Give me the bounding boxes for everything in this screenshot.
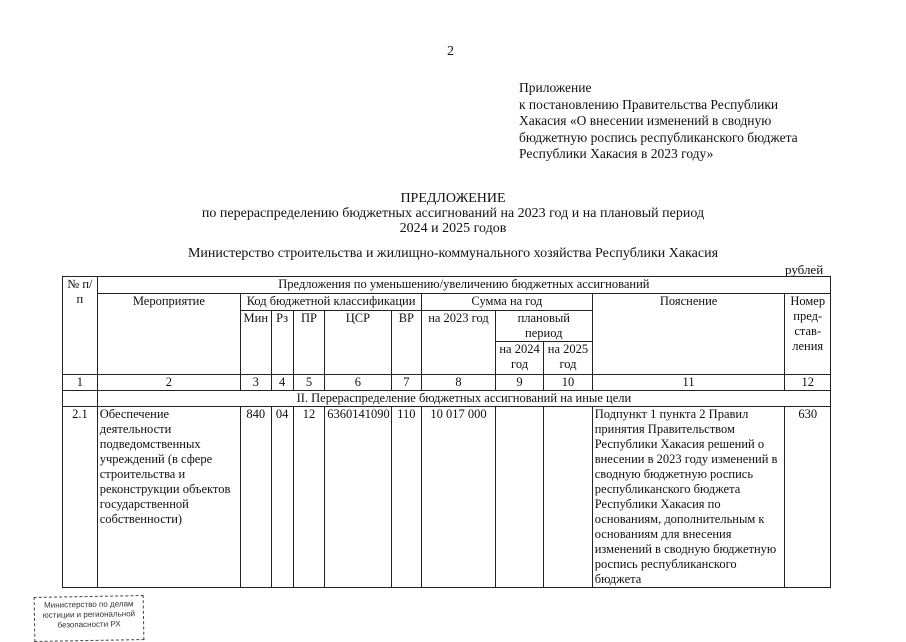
header-vr: ВР [391, 311, 422, 375]
row-csr: 6360141090 [325, 407, 391, 588]
column-number: 5 [293, 375, 325, 391]
header-rz: Рз [271, 311, 293, 375]
document-title [0, 191, 906, 236]
header-csr: ЦСР [325, 311, 391, 375]
column-number: 8 [422, 375, 496, 391]
column-number: 10 [544, 375, 592, 391]
stamp-line: Министерство по делам [43, 599, 134, 610]
section-title: II. Перераспределение бюджетных ассигнований на иные цели [97, 391, 830, 407]
header-min: Мин [241, 311, 272, 375]
row-pr: 12 [293, 407, 325, 588]
column-number: 2 [97, 375, 240, 391]
row-sum-2024 [495, 407, 543, 588]
row-sum-2023: 10 017 000 [422, 407, 496, 588]
header-2025: на 2025 год [544, 342, 592, 375]
row-number: 630 [785, 407, 831, 588]
header-proposals: Предложения по уменьшению/увеличению бюджетных ассигнований [97, 277, 830, 294]
row-vr: 110 [391, 407, 422, 588]
units-label: рублей [785, 262, 824, 277]
header-no: № п/п [63, 277, 98, 375]
column-number: 7 [391, 375, 422, 391]
row-no: 2.1 [63, 407, 98, 588]
header-number: Номер пред- став- ления [785, 294, 831, 375]
table-row [63, 407, 831, 588]
appendix-line: к постановлению Правительства Республики [519, 96, 779, 112]
row-event: Обеспечение деятельности подведомственных учреждений (в сфере строительства и реконструкции объектов государственной собственности) [97, 407, 240, 588]
page-number: 2 [447, 44, 454, 59]
header-budget-code: Код бюджетной классификации [241, 294, 422, 311]
appendix-line: Республики Хакасия в 2023 году» [519, 146, 714, 161]
column-number: 9 [495, 375, 543, 391]
ministry-name: Министерство строительства и жилищно-коммунального хозяйства Республики Хакасия [187, 246, 719, 261]
title-subtitle: 2024 и 2025 годов [399, 221, 507, 236]
row-explanation: Подпункт 1 пункта 2 Правил принятия Правительством Республики Хакасия решений о внесении в 2023 году изменений в сводную бюджетную роспись республиканского бюджета Республики Хакасия по основаниям, дополнительным к основаниям для внесения изменений в сводную бюджетную роспись республиканского бюджета [592, 407, 785, 588]
title-heading: ПРЕДЛОЖЕНИЕ [400, 191, 506, 206]
title-subtitle: по перераспределению бюджетных ассигнований на 2023 год и на плановый период [201, 206, 705, 221]
row-sum-2025 [544, 407, 592, 588]
header-event: Мероприятие [97, 294, 240, 375]
row-rz: 04 [271, 407, 293, 588]
registration-stamp [34, 595, 145, 642]
appendix-block [519, 80, 798, 163]
column-number: 6 [325, 375, 391, 391]
header-2023: на 2023 год [422, 311, 496, 375]
header-sum: Сумма на год [422, 294, 593, 311]
header-explanation: Пояснение [592, 294, 785, 375]
header-pr: ПР [293, 311, 325, 375]
row-min: 840 [241, 407, 272, 588]
header-2024: на 2024 год [495, 342, 543, 375]
budget-table [62, 276, 831, 588]
header-planned-period: плановый период [495, 311, 592, 342]
appendix-line: Приложение [519, 80, 592, 95]
stamp-line: юстиции и региональной [42, 609, 136, 620]
appendix-line: Хакасия «О внесении изменений в сводную [519, 113, 772, 128]
column-number: 1 [63, 375, 98, 391]
column-number: 4 [271, 375, 293, 391]
stamp-line: безопасности РХ [57, 619, 121, 630]
appendix-line: бюджетную роспись республиканского бюджета [519, 129, 798, 145]
column-number: 11 [592, 375, 785, 391]
column-number: 12 [785, 375, 831, 391]
column-number: 3 [241, 375, 272, 391]
